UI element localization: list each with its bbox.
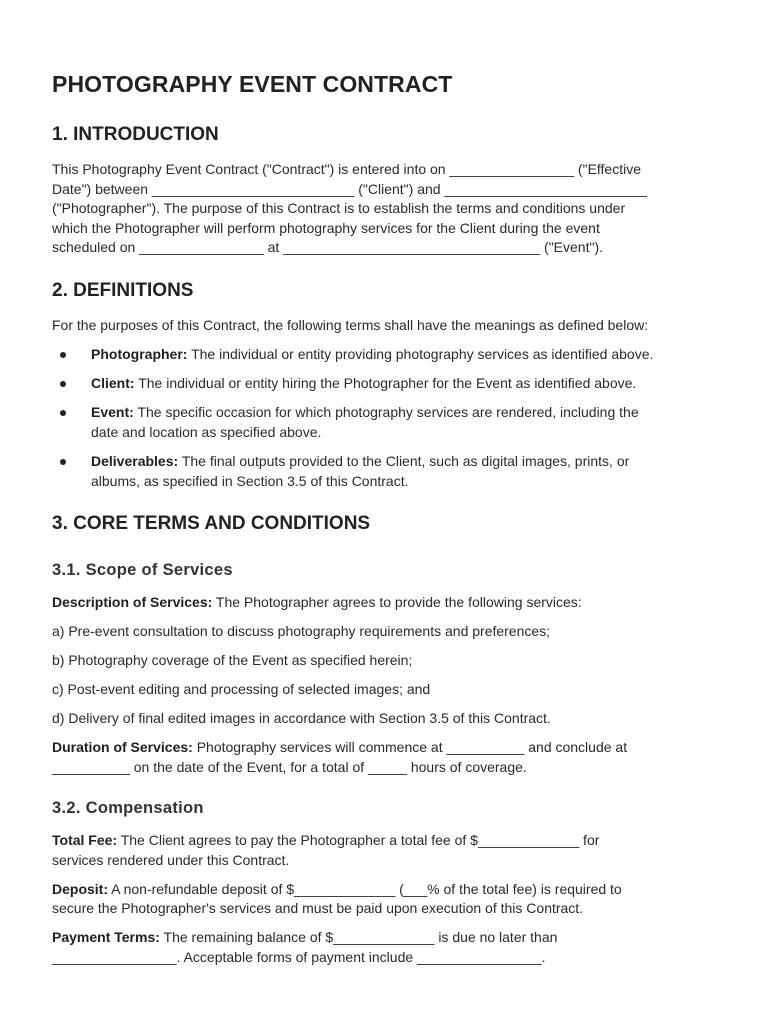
definition-term: Photographer: [91,346,188,362]
service-item: d) Delivery of final edited images in accordance with Section 3.5 of this Contract. [52,710,551,726]
definition-item-deliverables [91,452,629,472]
field-label: Total Fee: [52,832,118,848]
bullet-dot [60,381,66,387]
intro-line: which the Photographer will perform photography services for the Client during the event [52,219,600,236]
section-core-terms-heading: 3. CORE TERMS AND CONDITIONS [52,513,371,534]
definition-text: The specific occasion for which photography services are rendered, including the [137,404,639,420]
definition-item-photographer [91,345,653,365]
definition-text-continued: albums, as specified in Section 3.5 of this Contract. [91,472,409,489]
description-of-services [52,593,582,613]
definition-term: Event: [91,404,134,420]
definition-text: The final outputs provided to the Client, such as digital images, prints, or [181,453,630,469]
intro-line: ("Photographer"). The purpose of this Contract is to establish the terms and conditions under [52,200,626,216]
total-fee [52,831,599,851]
document-title: PHOTOGRAPHY EVENT CONTRACT [52,71,453,97]
compensation-heading: 3.2. Compensation [52,799,204,817]
definition-term: Client: [91,375,135,391]
definition-item-event [91,403,639,423]
field-text: The remaining balance of $_____________ is due no later than [163,929,558,945]
duration-text-continued: __________ on the date of the Event, for a total of _____ hours of coverage. [52,758,527,775]
field-label: Payment Terms: [52,929,160,945]
definition-item-client [91,374,636,394]
field-label: Description of Services: [52,594,213,610]
service-item: b) Photography coverage of the Event as specified herein; [52,652,413,668]
field-text: The Client agrees to pay the Photographer a total fee of $_____________ for [120,832,600,848]
definitions-lead: For the purposes of this Contract, the following terms shall have the meanings as defined below: [52,317,649,333]
bullet-dot [60,459,66,465]
field-text: A non-refundable deposit of $_____________ (___% of the total fee) is required to [111,880,622,897]
payment-terms-continued: ________________. Acceptable forms of payment include ________________. [52,948,546,965]
deposit-continued: secure the Photographer's services and must be paid upon execution of this Contract. [52,900,584,916]
section-introduction-heading: 1. INTRODUCTION [52,124,219,145]
service-item: c) Post-event editing and processing of selected images; and [52,681,431,697]
definition-text-continued: date and location as specified above. [91,423,322,440]
definition-term: Deliverables: [91,453,179,469]
field-label: Deposit: [52,880,108,897]
bullet-dot [60,410,66,416]
field-text: The Photographer agrees to provide the following services: [215,594,582,610]
deposit [52,880,622,900]
intro-line: This Photography Event Contract ("Contract") is entered into on ________________ ("Effective [52,161,642,177]
service-item: a) Pre-event consultation to discuss photography requirements and preferences; [52,623,551,639]
duration-of-services [52,738,627,758]
payment-terms [52,928,557,948]
total-fee-continued: services rendered under this Contract. [52,851,290,868]
bullet-dot [60,352,66,358]
definition-text: The individual or entity providing photography services as identified above. [191,346,654,362]
field-text: Photography services will commence at __________ and conclude at [196,739,628,755]
definition-text: The individual or entity hiring the Photographer for the Event as identified above. [138,375,637,391]
scope-of-services-heading: 3.1. Scope of Services [52,561,233,579]
field-label: Duration of Services: [52,739,193,755]
intro-line: scheduled on ________________ at _________________________________ ("Event"). [52,239,603,255]
section-definitions-heading: 2. DEFINITIONS [52,280,194,301]
intro-line: Date") between __________________________ ("Client") and __________________________ [52,180,647,197]
